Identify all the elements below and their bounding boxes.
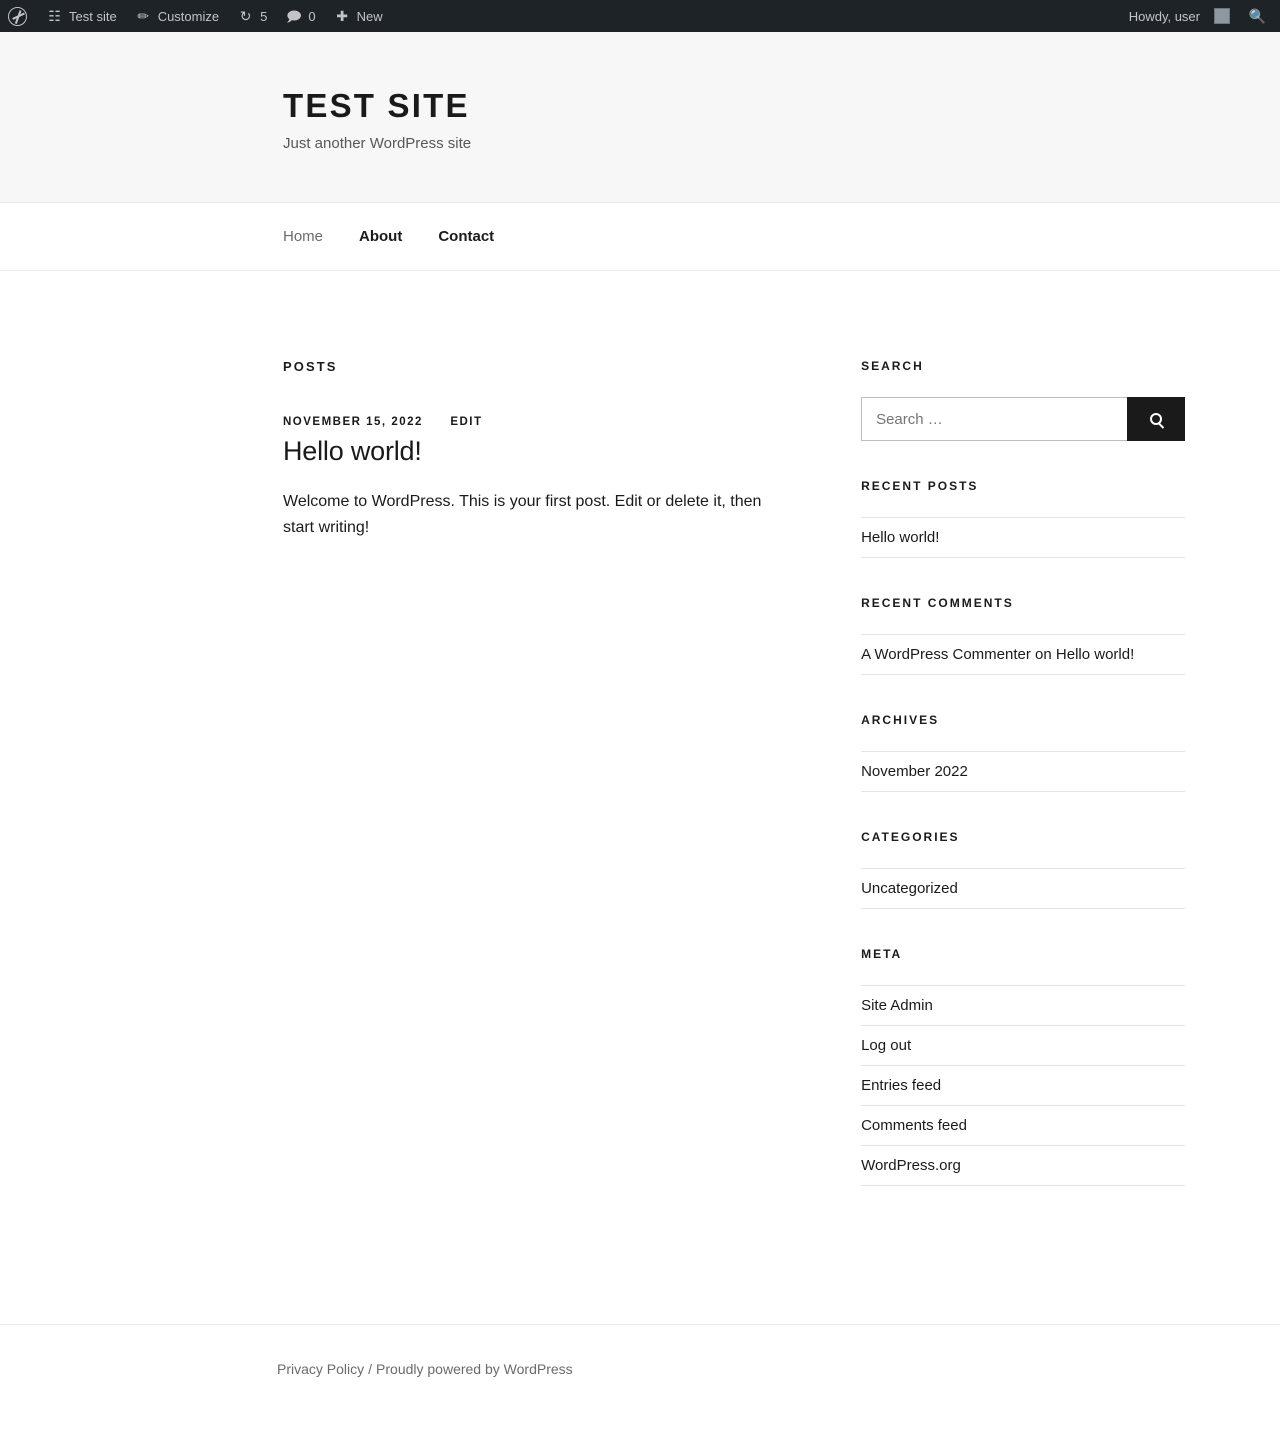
admin-bar-right: [1120, 0, 1280, 32]
new-content-button[interactable]: [325, 0, 392, 32]
comment-on-text: on: [1030, 646, 1056, 663]
widget-archives: [861, 713, 1185, 792]
archive-link[interactable]: November 2022: [861, 763, 968, 780]
site-branding: [95, 87, 1185, 152]
site-footer: [0, 1324, 1280, 1415]
nav-item-home[interactable]: [283, 228, 323, 246]
meta-link-entries-feed[interactable]: Entries feed: [861, 1077, 942, 1094]
comments-button[interactable]: [276, 0, 324, 32]
customize-button[interactable]: [126, 0, 228, 32]
plus-icon: ✚: [336, 8, 348, 24]
meta-link-wordpress-org[interactable]: WordPress.org: [861, 1157, 961, 1174]
wordpress-logo-button[interactable]: [0, 0, 37, 32]
comments-count: 0: [308, 8, 316, 24]
customize-label: Customize: [157, 8, 220, 24]
widget-search-title: SEARCH: [861, 359, 924, 373]
widget-recent-comments-title: RECENT COMMENTS: [861, 596, 1014, 610]
nav-item-about[interactable]: [359, 228, 402, 246]
nav-item-contact[interactable]: [438, 228, 494, 246]
site-name-menu[interactable]: [37, 0, 126, 32]
paintbrush-icon: ✏: [137, 8, 150, 24]
sidebar: [861, 359, 1185, 1224]
search-submit-button[interactable]: [1127, 397, 1185, 441]
widget-recent-comments: [861, 596, 1185, 675]
primary-navigation: [0, 203, 1280, 271]
nav-link-about[interactable]: About: [359, 227, 403, 245]
site-header: [0, 32, 1280, 203]
nav-wrap: [95, 203, 1185, 270]
admin-bar: [0, 0, 1280, 32]
widget-archives-title: ARCHIVES: [861, 713, 940, 727]
site-name-label: Test site: [69, 8, 117, 24]
search-input[interactable]: [861, 397, 1127, 441]
recent-posts-list: [861, 517, 1185, 558]
list-item[interactable]: [861, 868, 1185, 909]
content-wrap: [95, 271, 1185, 1324]
comment-author-link[interactable]: A WordPress Commenter: [861, 646, 1031, 663]
page-title[interactable]: TEST SITE: [283, 87, 470, 124]
footer-wrap: [95, 1361, 1185, 1379]
wordpress-logo-icon: [8, 7, 27, 26]
admin-search-button[interactable]: [1239, 0, 1280, 32]
recent-comments-list: [861, 634, 1185, 675]
list-item[interactable]: [861, 634, 1185, 675]
list-item[interactable]: [861, 1106, 1185, 1146]
posts-section-heading: POSTS: [283, 359, 338, 374]
post-excerpt: Welcome to WordPress. This is your first post. Edit or delete it, then start writing!: [283, 493, 762, 536]
list-item[interactable]: [861, 985, 1185, 1026]
meta-list: [861, 985, 1185, 1186]
archives-list: [861, 751, 1185, 792]
post-title[interactable]: Hello world!: [283, 436, 422, 466]
update-arrows-icon: ↻: [239, 8, 252, 24]
content-area: [95, 271, 1185, 1324]
widget-categories: [861, 830, 1185, 909]
meta-link-site-admin[interactable]: Site Admin: [861, 997, 933, 1014]
nav-link-home[interactable]: Home: [283, 227, 324, 245]
footer-credits: [277, 1361, 573, 1377]
search-icon: [1150, 413, 1162, 425]
widget-meta: [861, 947, 1185, 1186]
main-content: [283, 359, 861, 1224]
comment-post-link[interactable]: Hello world!: [1055, 646, 1135, 663]
dashboard-icon: ☷: [48, 8, 61, 24]
powered-by-link[interactable]: Proudly powered by WordPress: [376, 1361, 573, 1377]
search-form: [861, 397, 1185, 441]
new-label: New: [356, 8, 383, 24]
avatar: [1214, 8, 1230, 24]
post-meta: [283, 416, 861, 428]
nav-list: [283, 203, 1185, 270]
widget-search: [861, 359, 1185, 441]
post-edit-link[interactable]: EDIT: [450, 416, 483, 428]
post-article: [283, 416, 861, 540]
post-date-link[interactable]: NOVEMBER 15, 2022: [283, 416, 423, 428]
account-menu[interactable]: [1120, 0, 1239, 32]
widget-recent-posts: [861, 479, 1185, 558]
categories-list: [861, 868, 1185, 909]
search-icon: 🔍: [1248, 8, 1267, 24]
widget-meta-title: META: [861, 947, 903, 961]
howdy-label: Howdy, user: [1128, 8, 1200, 24]
meta-link-log-out[interactable]: Log out: [861, 1037, 912, 1054]
list-item[interactable]: [861, 1066, 1185, 1106]
nav-link-contact[interactable]: Contact: [438, 227, 495, 245]
meta-link-comments-feed[interactable]: Comments feed: [861, 1117, 967, 1134]
updates-button[interactable]: [228, 0, 276, 32]
widget-categories-title: CATEGORIES: [861, 830, 960, 844]
updates-count: 5: [260, 8, 268, 24]
category-link[interactable]: Uncategorized: [861, 880, 958, 897]
comment-bubble-icon: 🗩: [286, 8, 302, 24]
list-item[interactable]: [861, 1146, 1185, 1186]
list-item[interactable]: [861, 517, 1185, 558]
privacy-policy-link[interactable]: Privacy Policy: [277, 1361, 365, 1377]
footer-separator: /: [368, 1361, 373, 1377]
widget-recent-posts-title: RECENT POSTS: [861, 479, 979, 493]
site-description: Just another WordPress site: [283, 135, 472, 152]
recent-post-link[interactable]: Hello world!: [861, 529, 940, 546]
list-item[interactable]: [861, 1026, 1185, 1066]
list-item[interactable]: [861, 751, 1185, 792]
